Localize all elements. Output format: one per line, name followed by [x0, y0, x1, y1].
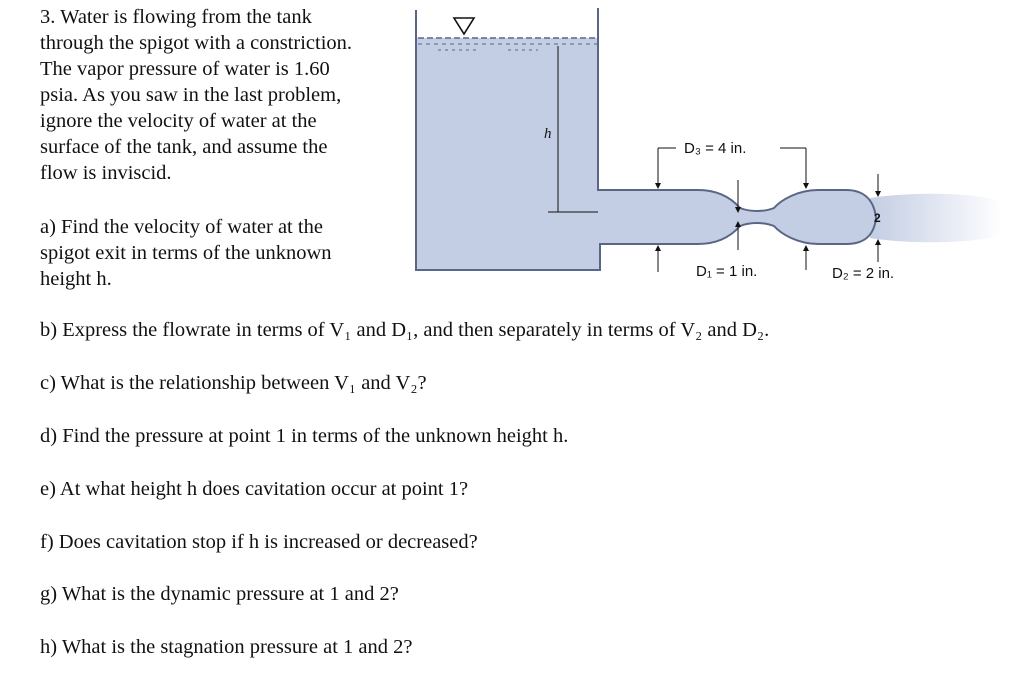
question-d: d) Find the pressure at point 1 in terms of the unknown height h.	[40, 425, 569, 447]
question-a	[40, 214, 410, 292]
question-a-line: spigot exit in terms of the unknown	[40, 242, 332, 264]
tank-spigot-diagram	[408, 0, 1008, 300]
free-surface-symbol	[454, 18, 474, 34]
question-a-line: a) Find the velocity of water at the	[40, 216, 323, 238]
question-c: c) What is the relationship between V₁ and V₂?	[40, 372, 427, 394]
height-label: h	[544, 126, 552, 142]
question-f: f) Does cavitation stop if h is increased or decreased?	[40, 531, 478, 553]
problem-intro	[40, 4, 410, 186]
intro-line: psia. As you saw in the last problem,	[40, 84, 342, 106]
d2-label: D₂ = 2 in.	[832, 265, 895, 282]
question-h: h) What is the stagnation pressure at 1 and 2?	[40, 636, 413, 658]
question-e: e) At what height h does cavitation occur at point 1?	[40, 478, 469, 500]
intro-line: surface of the tank, and assume the	[40, 136, 328, 158]
tank-wall-right	[598, 8, 876, 218]
water-jet	[870, 194, 1003, 243]
d1-label: D₁ = 1 in.	[696, 263, 758, 280]
intro-line: ignore the velocity of water at the	[40, 110, 317, 132]
point-2-label: 2	[874, 211, 881, 225]
d3-label: D₃ = 4 in.	[684, 140, 747, 157]
intro-line: through the spigot with a constriction.	[40, 32, 353, 54]
question-g: g) What is the dynamic pressure at 1 and 2?	[40, 583, 399, 605]
water-body	[416, 38, 876, 270]
intro-line: flow is inviscid.	[40, 162, 172, 184]
intro-line: 3. Water is flowing from the tank	[40, 6, 312, 28]
question-b: b) Express the flowrate in terms of V₁ and D₁, and then separately in terms of V₂ and D₂.	[40, 319, 770, 341]
question-a-line: height h.	[40, 268, 112, 290]
intro-line: The vapor pressure of water is 1.60	[40, 58, 330, 80]
